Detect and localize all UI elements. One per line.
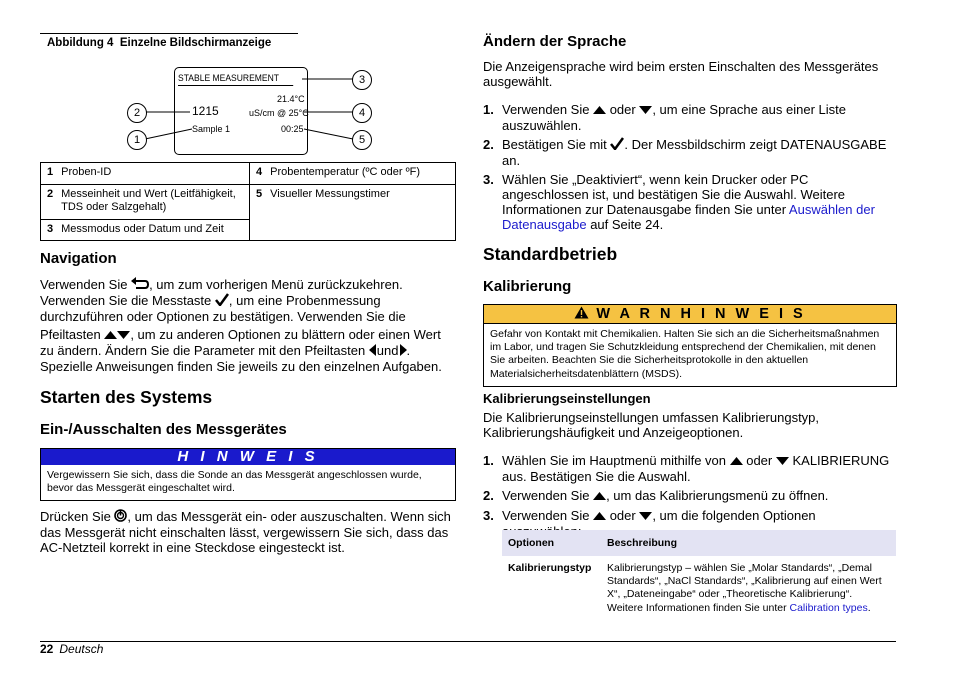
power-icon xyxy=(114,509,127,525)
power-paragraph: Drücken Sie , um das Messgerät ein- oder auszuschalten. Wenn sich das Messgerät nicht einschalten lässt, vergewissern Sie sich, dass das AC-Netzteil korrekt in eine Steckdose eingesteckt ist. xyxy=(40,509,451,555)
arrow-down-icon xyxy=(117,328,130,343)
navigation-paragraph: Verwenden Sie , um zum vorherigen Menü zurückzukehren. Verwenden Sie die Messtaste , um eine Probenmessung durchzuführen oder Optionen zu bestätigen. Verwenden Sie die Pfeiltasten , um zu anderen Optionen zu blättern oder einen Wert zu ändern. Ändern Sie die Parameter mit den Pfeiltasten und . Spezielle Anweisungen finden Sie jeweils zu den einzelnen Aufgaben. xyxy=(40,277,442,374)
list-item: 1. Verwenden Sie oder , um eine Sprache aus einer Liste auszuwählen. xyxy=(483,102,846,133)
list-item: 3. Verwenden Sie oder , um die folgenden Optionen xyxy=(483,508,816,523)
calibration-steps xyxy=(483,453,895,539)
lcd-value: 1215 xyxy=(192,104,219,118)
calibration-subheading: Kalibrierung xyxy=(483,278,572,295)
checkmark-icon xyxy=(610,137,624,153)
page-number: 22 xyxy=(40,642,54,656)
arrow-up-icon xyxy=(730,454,743,469)
warning-title: W A R N H I N W E I S xyxy=(596,306,806,322)
note-title: H I N W E I S xyxy=(41,449,455,465)
callout-4: 4 xyxy=(352,103,372,123)
list-item: 2. Verwenden Sie , um das Kalibrierungsmenü zu öffnen. xyxy=(483,488,829,503)
link-calibration-types[interactable]: Calibration types xyxy=(789,601,868,614)
warning-title-bar xyxy=(484,305,896,324)
figure-caption: Abbildung 4 Einzelne Bildschirmanzeige xyxy=(47,37,272,49)
list-item: 1. Wählen Sie im Hauptmenü mithilfe von oder KALIBRIERUNG aus. Bestätigen Sie die Auswahl. xyxy=(483,453,890,484)
callout-5: 5 xyxy=(352,130,372,150)
link-datenausgabe[interactable]: Auswählen der Datenausgabe xyxy=(502,202,875,232)
lcd-sample: Sample 1 xyxy=(192,124,231,134)
footer-rule xyxy=(40,641,896,642)
note-text: Vergewissern Sie sich, dass die Sonde an das Messgerät angeschlossen wurde, bevor das Messgerät eingeschaltet wird. xyxy=(47,469,422,495)
legend-cell: 2 Messeinheit und Wert (Leitfähigkeit, TDS oder Salzgehalt) xyxy=(41,184,250,219)
legend-cell: 4 Probentemperatur (ºC oder ºF) xyxy=(250,163,456,185)
calibration-settings-heading: Kalibrierungseinstellungen xyxy=(483,391,651,406)
standard-heading: Standardbetrieb xyxy=(483,244,618,264)
warning-icon xyxy=(574,306,589,324)
back-icon xyxy=(131,277,149,293)
lcd-temperature: 21.4°C xyxy=(277,94,305,104)
legend-cell: 1 Proben-ID xyxy=(41,163,250,185)
warning-text: Gefahr von Kontakt mit Chemikalien. Halten Sie sich an die Sicherheitsmaßnahmen im Labor, und tragen Sie Schutzkleidung entsprechend der Chemikalien, mit denen Sie arbeiten. Beachten Sie die Sicherheitsprotokolle in den aktuellen Materialsicherheitsdatenblättern (MSDS). xyxy=(490,328,880,380)
lcd-status: STABLE MEASUREMENT xyxy=(178,73,293,86)
calibration-settings-intro: Die Kalibrierungseinstellungen umfassen Kalibrierungstyp, Kalibrierungshäufigkeit und Anzeigeoptionen. xyxy=(483,410,820,440)
warning-box xyxy=(483,304,897,387)
note-box xyxy=(40,448,456,501)
arrow-down-icon xyxy=(639,509,652,524)
option-description: Kalibrierungstyp – wählen Sie „Molar Standards“, „Demal Standards“, „NaCl Standards“, „Kalibrierung auf einen Wert X“, „Dateneingabe“ oder „Theoretische Kalibrierung“. Weitere Informationen finden Sie unter Calibration types. xyxy=(607,562,882,614)
arrow-down-icon xyxy=(776,454,789,469)
legend-cell: 5 Visueller Messungstimer xyxy=(250,184,456,241)
footer xyxy=(40,643,103,657)
arrow-right-icon xyxy=(399,344,407,359)
calibration-options-table xyxy=(502,530,896,621)
list-item: 2. Bestätigen Sie mit . Der Messbildschirm zeigt DATENAUSGABE an. xyxy=(483,137,887,168)
callout-1: 1 xyxy=(127,130,147,150)
language-heading: Ändern der Sprache xyxy=(483,33,627,50)
arrow-up-icon xyxy=(104,328,117,343)
arrow-down-icon xyxy=(639,103,652,118)
lcd-unit: uS/cm @ 25°C xyxy=(249,108,309,118)
power-subheading: Ein-/Ausschalten des Messgerätes xyxy=(40,421,287,438)
arrow-up-icon xyxy=(593,509,606,524)
start-heading: Starten des Systems xyxy=(40,387,213,407)
callout-2: 2 xyxy=(127,103,147,123)
arrow-left-icon xyxy=(369,344,377,359)
column-header-options: Optionen xyxy=(502,530,601,556)
language-steps xyxy=(483,102,895,232)
navigation-heading: Navigation xyxy=(40,250,117,267)
column-header-description: Beschreibung xyxy=(601,530,896,556)
table-row xyxy=(502,556,896,621)
option-name: Kalibrierungstyp xyxy=(508,562,592,574)
lcd-timer: 00:25 xyxy=(281,124,304,134)
legend-cell: 3 Messmodus oder Datum und Zeit xyxy=(41,219,250,241)
arrow-up-icon xyxy=(593,103,606,118)
language-intro: Die Anzeigensprache wird beim ersten Einschalten des Messgerätes ausgewählt. xyxy=(483,59,879,89)
footer-language: Deutsch xyxy=(59,642,104,656)
arrow-up-icon xyxy=(593,489,606,504)
callout-3: 3 xyxy=(352,70,372,90)
figure-caption-rule xyxy=(40,33,298,34)
checkmark-icon xyxy=(215,293,229,309)
figure-legend-table xyxy=(40,162,456,241)
list-item: 3. Wählen Sie „Deaktiviert“, wenn kein Drucker oder PC angeschlossen ist, und bestätigen Sie die Auswahl. Weitere Informationen zur Datenausgabe finden Sie unter Auswählen der Datenausgabe auf Seite 24. xyxy=(483,172,875,232)
